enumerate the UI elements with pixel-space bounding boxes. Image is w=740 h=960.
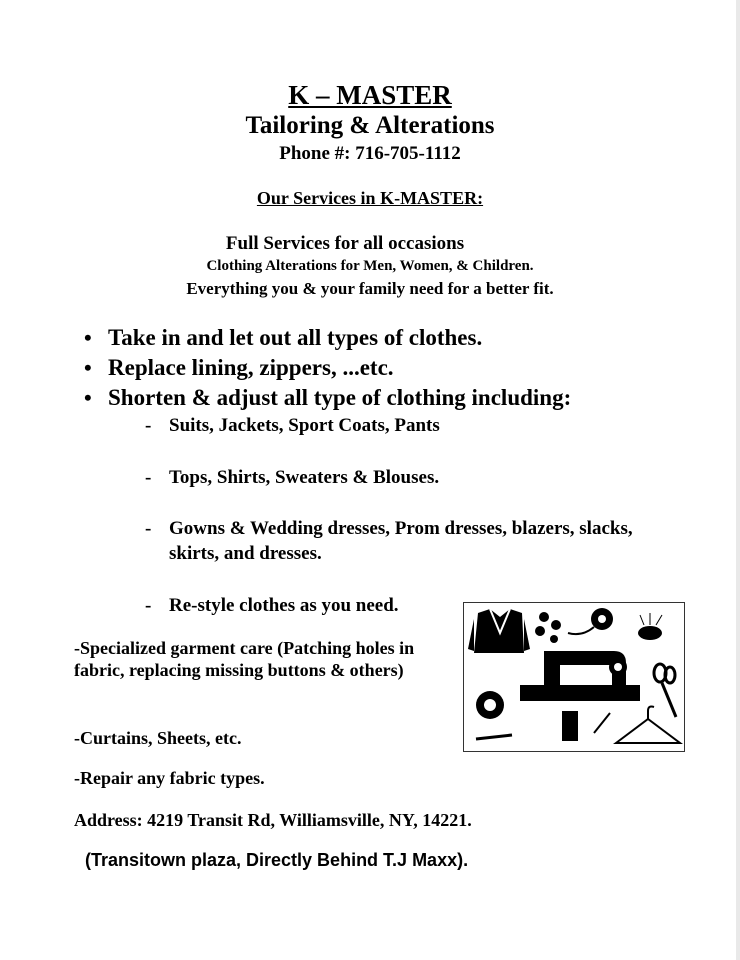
intro-line-2: Clothing Alterations for Men, Women, & Children. [206, 258, 534, 274]
pincushion-icon [638, 613, 662, 640]
specialized-care-text: -Specialized garment care (Patching holes in fabric, replacing missing buttons & others) [74, 638, 415, 680]
business-tagline: Tailoring & Alterations [245, 112, 495, 139]
clothing-sub-item: - Gowns & Wedding dresses, Prom dresses, blazers, slacks, skirts, and dresses. [145, 518, 633, 564]
clothes-hanger-icon [616, 707, 680, 744]
location-note: (Transitown plaza, Directly Behind T.J Maxx). [85, 850, 469, 870]
repair-text: -Repair any fabric types. [74, 768, 265, 788]
service-bullet: • Shorten & adjust all type of clothing including: [84, 383, 571, 413]
sewing-clipart [463, 602, 685, 752]
jacket-icon [468, 609, 530, 653]
tape-measure-icon [568, 608, 613, 634]
service-bullet: • Take in and let out all types of clothes. [84, 323, 571, 353]
intro-line-3: Everything you & your family need for a better fit. [186, 279, 554, 298]
business-name: K – MASTER [288, 80, 452, 110]
service-bullet: • Replace lining, zippers, ...etc. [84, 353, 571, 383]
address-text: Address: 4219 Transit Rd, Williamsville, NY, 14221. [74, 810, 472, 830]
curtains-text: -Curtains, Sheets, etc. [74, 728, 242, 748]
sewing-machine-icon [520, 651, 640, 701]
clothing-sub-item: - Re-style clothes as you need. [145, 595, 399, 616]
buttons-icon [535, 612, 561, 643]
phone-number: Phone #: 716-705-1112 [279, 143, 461, 164]
intro-line-1: Full Services for all occasions [225, 233, 465, 254]
clothing-sub-item: - Suits, Jackets, Sport Coats, Pants [145, 415, 440, 436]
service-bullet-list [84, 323, 571, 413]
clothing-sub-item: - Tops, Shirts, Sweaters & Blouses. [145, 467, 440, 488]
scissors-icon [654, 664, 676, 717]
services-heading: Our Services in K-MASTER: [256, 188, 484, 208]
